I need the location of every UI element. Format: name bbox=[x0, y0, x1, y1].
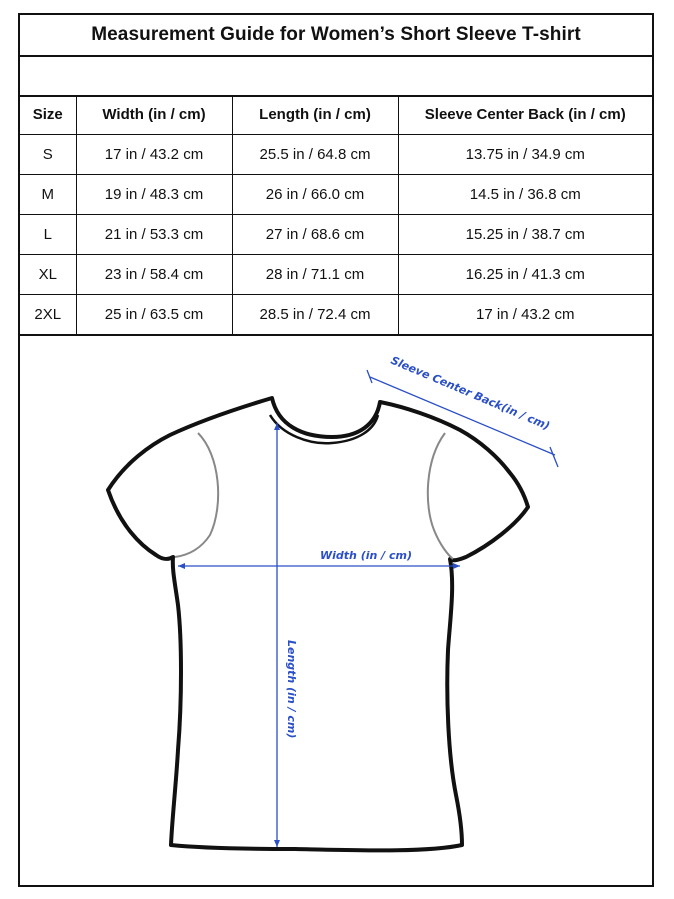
page-title: Measurement Guide for Women’s Short Sleeve T-shirt bbox=[20, 15, 652, 57]
length-label: Length (in / cm) bbox=[285, 640, 298, 739]
size-cell: S bbox=[20, 135, 76, 175]
header-width: Width (in / cm) bbox=[76, 95, 232, 135]
table-row bbox=[20, 135, 652, 175]
length-cell: 25.5 in / 64.8 cm bbox=[232, 135, 398, 175]
header-length: Length (in / cm) bbox=[232, 95, 398, 135]
header-sleeve: Sleeve Center Back (in / cm) bbox=[398, 95, 652, 135]
sleeve-tick-start bbox=[367, 370, 372, 383]
width-cell: 21 in / 53.3 cm bbox=[76, 215, 232, 255]
tshirt-diagram bbox=[20, 335, 652, 885]
width-arrow-right bbox=[453, 563, 460, 569]
sleeve-center-back-label: Sleeve Center Back(in / cm) bbox=[388, 353, 552, 433]
sleeve-cell: 16.25 in / 41.3 cm bbox=[398, 255, 652, 295]
sleeve-tick-end bbox=[550, 447, 558, 467]
table-row bbox=[20, 215, 652, 255]
table-header-row bbox=[20, 95, 652, 135]
size-cell: L bbox=[20, 215, 76, 255]
tshirt-outline bbox=[108, 398, 528, 850]
header-size: Size bbox=[20, 95, 76, 135]
sleeve-cell: 15.25 in / 38.7 cm bbox=[398, 215, 652, 255]
blank-row bbox=[20, 55, 652, 97]
table-row bbox=[20, 175, 652, 215]
width-cell: 17 in / 43.2 cm bbox=[76, 135, 232, 175]
sleeve-cell: 17 in / 43.2 cm bbox=[398, 295, 652, 336]
table-row bbox=[20, 295, 652, 336]
length-cell: 28 in / 71.1 cm bbox=[232, 255, 398, 295]
length-cell: 28.5 in / 72.4 cm bbox=[232, 295, 398, 336]
right-sleeve-seam bbox=[428, 433, 453, 559]
size-cell: M bbox=[20, 175, 76, 215]
length-cell: 27 in / 68.6 cm bbox=[232, 215, 398, 255]
width-cell: 23 in / 58.4 cm bbox=[76, 255, 232, 295]
size-table bbox=[20, 95, 652, 336]
sleeve-cell: 14.5 in / 36.8 cm bbox=[398, 175, 652, 215]
width-label: Width (in / cm) bbox=[320, 549, 413, 562]
left-sleeve-seam bbox=[175, 433, 218, 557]
width-arrow-left bbox=[178, 563, 185, 569]
size-cell: 2XL bbox=[20, 295, 76, 336]
size-cell: XL bbox=[20, 255, 76, 295]
sleeve-cell: 13.75 in / 34.9 cm bbox=[398, 135, 652, 175]
table-row bbox=[20, 255, 652, 295]
length-cell: 26 in / 66.0 cm bbox=[232, 175, 398, 215]
length-arrow-bottom bbox=[274, 840, 280, 847]
measurement-guide bbox=[18, 13, 654, 887]
width-cell: 19 in / 48.3 cm bbox=[76, 175, 232, 215]
width-cell: 25 in / 63.5 cm bbox=[76, 295, 232, 336]
tshirt-diagram-svg bbox=[20, 335, 652, 885]
